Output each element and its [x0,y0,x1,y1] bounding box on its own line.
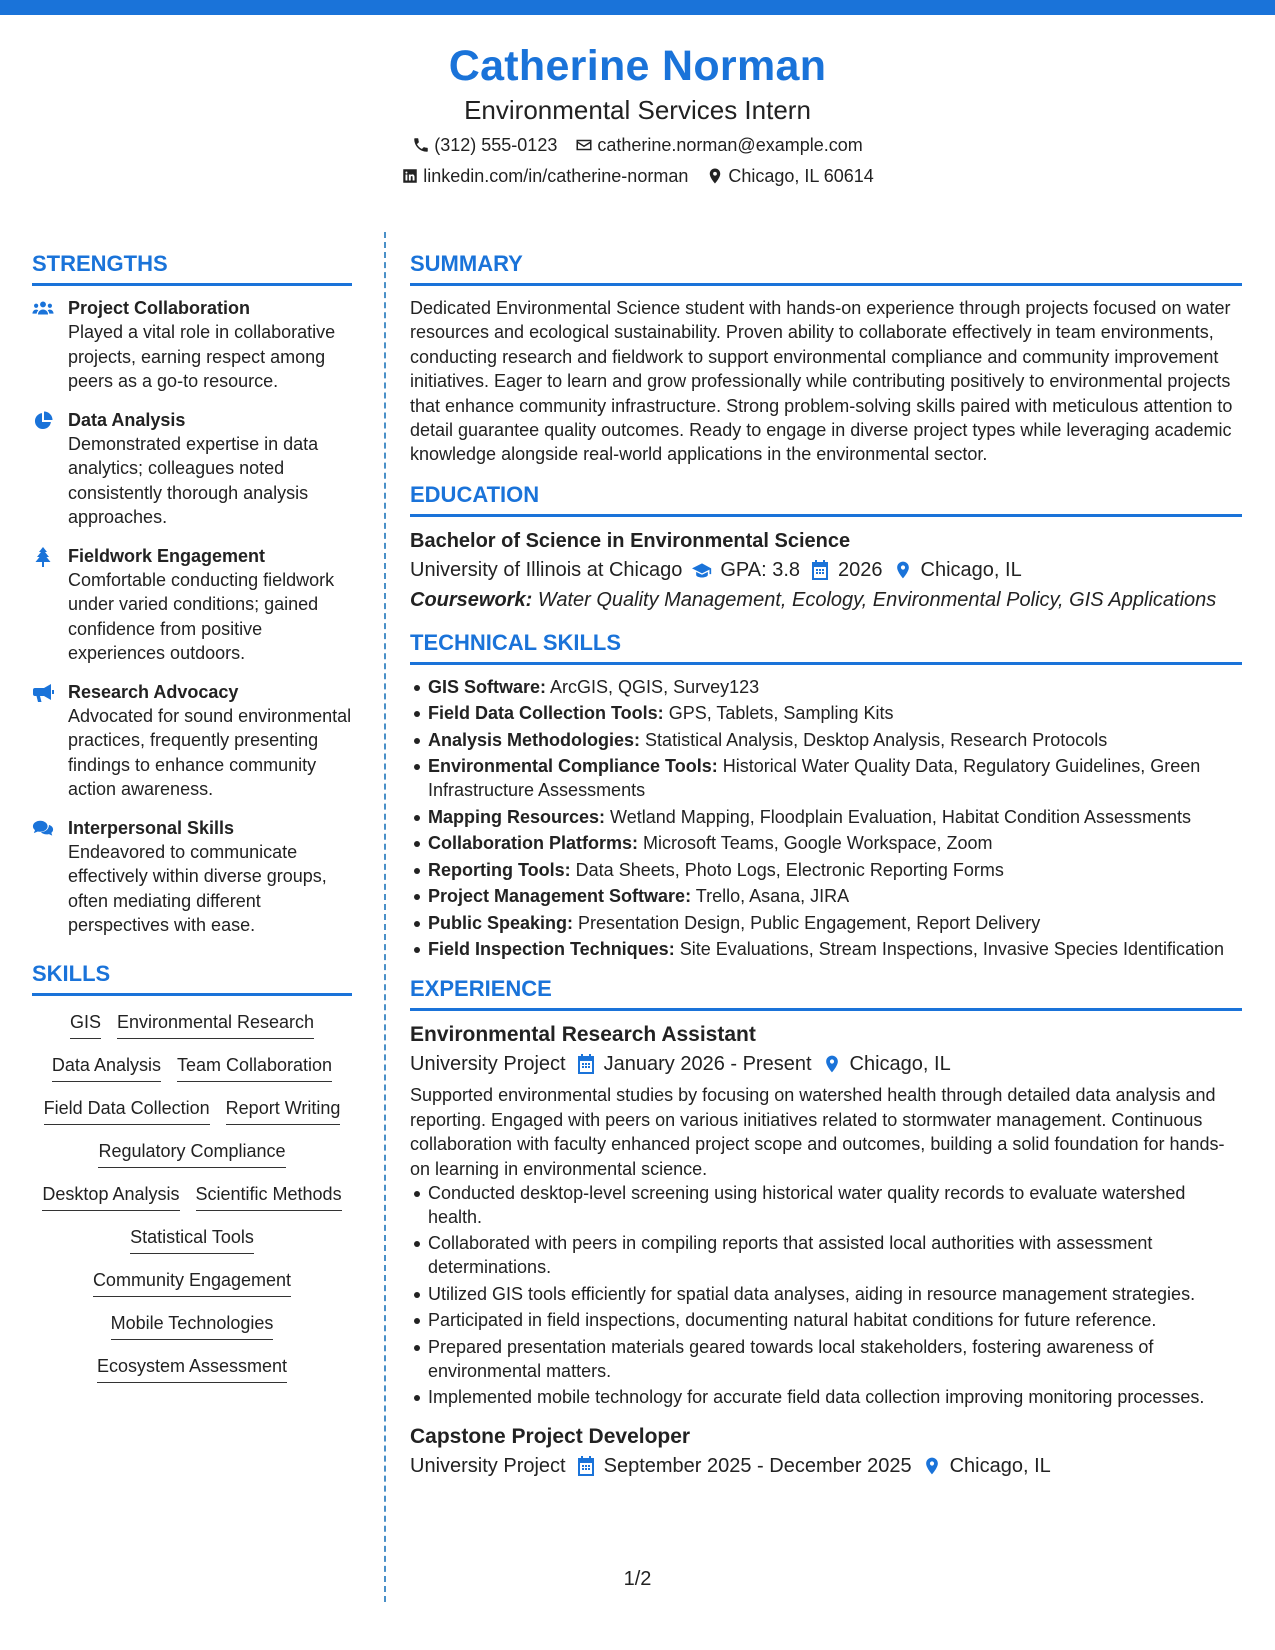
megaphone-icon [32,683,54,703]
skill-tag: Environmental Research [117,1010,314,1039]
page-number: 1/2 [623,1568,652,1590]
contact-row-1 [0,132,1275,158]
linkedin-icon [401,167,419,185]
education-meta [410,555,1242,585]
job-entry [410,1423,1242,1481]
gpa-text: GPA: 3.8 [720,558,801,581]
job-meta [410,1049,1242,1079]
users-icon [32,299,54,319]
list-item: Collaborated with peers in compiling reports that assisted local authorities with assessment determinations. [428,1231,1242,1279]
calendar-icon [576,1054,596,1074]
list-item: Mapping Resources: Wetland Mapping, Floodplain Evaluation, Habitat Condition Assessments [428,805,1242,829]
contact-email[interactable] [575,132,862,158]
pie-chart-icon [32,411,54,431]
skills-list [32,1010,352,1383]
degree-title: Bachelor of Science in Environmental Science [410,529,851,552]
map-pin-icon [893,560,913,580]
location-text: Chicago, IL 60614 [728,166,874,186]
skill-tag: Desktop Analysis [42,1182,179,1211]
job-description: Supported environmental studies by focusing on watershed health through detailed data analysis and reporting. Engaged with peers on various initiatives related to stormwater management. Continuous collaboration with faculty enhanced project scope and outcomes, building a solid foundation for hands-on learning in environmental science. [410,1085,1225,1179]
list-item: Collaboration Platforms: Microsoft Teams, Google Workspace, Zoom [428,831,1242,855]
list-item: Implemented mobile technology for accurate field data collection improving monitoring processes. [428,1385,1242,1409]
candidate-name: Catherine Norman [448,42,827,90]
skill-tag: Scientific Methods [196,1182,342,1211]
skill-tag: Team Collaboration [177,1053,332,1082]
calendar-icon [576,1456,596,1476]
education-year: 2026 [838,558,883,581]
list-item: Environmental Compliance Tools: Historical Water Quality Data, Regulatory Guidelines, Green Infrastructure Assessments [428,754,1242,802]
summary-text: Dedicated Environmental Science student with hands-on experience through projects focused on water resources and ecological sustainability. Proven ability to collaborate effectively in team environments, conducting research and fieldwork to support environmental compliance and community improvement initiatives. Eager to learn and grow professionally while contributing positively to environmental projects that enhance community infrastructure. Strong problem-solving skills paired with meticulous attention to detail guarantee quality outcomes. Ready to engage in diverse project types while leveraging academic knowledge alongside real-world applications in the environmental sector. [410,298,1233,465]
list-item: Reporting Tools: Data Sheets, Photo Logs, Electronic Reporting Forms [428,858,1242,882]
skill-tag: GIS [70,1010,101,1039]
list-item: Prepared presentation materials geared towards local stakeholders, fostering awareness of environmental matters. [428,1335,1242,1383]
skill-tag: Mobile Technologies [111,1311,274,1340]
column-divider [384,232,386,1602]
strength-desc: Comfortable conducting fieldwork under varied conditions; gained confidence from positive experiences outdoors. [68,569,335,663]
strength-item [32,680,352,802]
list-item: Utilized GIS tools efficiently for spatial data analyses, aiding in resource management strategies. [428,1282,1242,1306]
strength-desc: Endeavored to communicate effectively within diverse groups, often mediating different perspectives with ease. [68,841,327,935]
top-accent-bar [0,0,1275,15]
linkedin-text: linkedin.com/in/catherine-norman [423,166,689,186]
job-location: Chicago, IL [849,1053,951,1076]
list-item: Field Inspection Techniques: Site Evaluations, Stream Inspections, Invasive Species Identification [428,937,1242,961]
job-role: Environmental Services Intern [464,95,811,125]
strength-title: Fieldwork Engagement [68,545,266,566]
list-item: Analysis Methodologies: Statistical Analysis, Desktop Analysis, Research Protocols [428,728,1242,752]
strength-title: Research Advocacy [68,681,239,702]
contact-linkedin[interactable] [401,163,688,189]
skill-tag: Ecosystem Assessment [97,1354,287,1383]
job-title: Environmental Research Assistant [410,1023,756,1047]
job-bullets [410,1181,1242,1410]
coursework-list: Water Quality Management, Ecology, Environmental Policy, GIS Applications [537,588,1217,611]
coursework-label: Coursework: [410,588,533,611]
strength-title: Interpersonal Skills [68,817,235,838]
list-item: GIS Software: ArcGIS, QGIS, Survey123 [428,675,1242,699]
map-pin-icon [706,167,724,185]
skill-tag: Field Data Collection [44,1096,210,1125]
contact-phone [412,132,557,158]
education-heading: EDUCATION [410,481,1242,517]
experience-heading: EXPERIENCE [410,975,1242,1011]
strength-desc: Played a vital role in collaborative projects, earning respect among peers as a go-to resource. [68,322,336,391]
technical-skills-list [410,675,1242,962]
skill-tag: Statistical Tools [130,1225,254,1254]
skill-tag: Data Analysis [52,1053,161,1082]
job-title: Capstone Project Developer [410,1425,691,1449]
strength-title: Project Collaboration [68,298,251,318]
strength-title: Data Analysis [68,409,186,430]
coursework [410,585,1242,615]
job-org: University Project [410,1053,566,1076]
job-location: Chicago, IL [949,1455,1051,1478]
list-item: Project Management Software: Trello, Asana, JIRA [428,884,1242,908]
left-column [32,250,352,1383]
strength-desc: Demonstrated expertise in data analytics; colleagues noted consistently thorough analysis approaches. [68,433,319,527]
list-item: Participated in field inspections, documenting natural habitat conditions for future reference. [428,1308,1242,1332]
graduation-cap-icon [692,560,712,580]
job-org: University Project [410,1455,566,1478]
calendar-icon [810,560,830,580]
list-item: Public Speaking: Presentation Design, Public Engagement, Report Delivery [428,911,1242,935]
resume-header [0,40,1275,189]
school-name: University of Illinois at Chicago [410,558,683,581]
tree-icon [32,547,54,567]
phone-icon [412,136,430,154]
strength-item [32,544,352,666]
email-text: catherine.norman@example.com [597,135,863,155]
strength-item [32,816,352,938]
phone-text: (312) 555-0123 [434,135,558,155]
envelope-icon [575,136,593,154]
strength-desc: Advocated for sound environmental practices, frequently presenting findings to enhance community action awareness. [68,705,352,799]
right-column [410,250,1242,1481]
job-meta [410,1451,1242,1481]
contact-location [706,163,873,189]
skill-tag: Report Writing [226,1096,341,1125]
list-item: Conducted desktop-level screening using historical water quality records to evaluate watershed health. [428,1181,1242,1229]
strength-item [32,408,352,530]
strength-item [32,296,352,394]
job-dates: September 2025 - December 2025 [603,1455,912,1478]
strengths-heading: STRENGTHS [32,250,352,286]
chat-icon [32,819,54,839]
job-dates: January 2026 - Present [603,1053,812,1076]
map-pin-icon [822,1054,842,1074]
contact-row-2 [0,163,1275,189]
skills-heading: SKILLS [32,960,352,996]
skill-tag: Community Engagement [93,1268,291,1297]
map-pin-icon [922,1456,942,1476]
education-location: Chicago, IL [920,558,1022,581]
summary-heading: SUMMARY [410,250,1242,286]
list-item: Field Data Collection Tools: GPS, Tablets, Sampling Kits [428,701,1242,725]
skill-tag: Regulatory Compliance [98,1139,285,1168]
job-entry [410,1021,1242,1409]
technical-skills-heading: TECHNICAL SKILLS [410,629,1242,665]
